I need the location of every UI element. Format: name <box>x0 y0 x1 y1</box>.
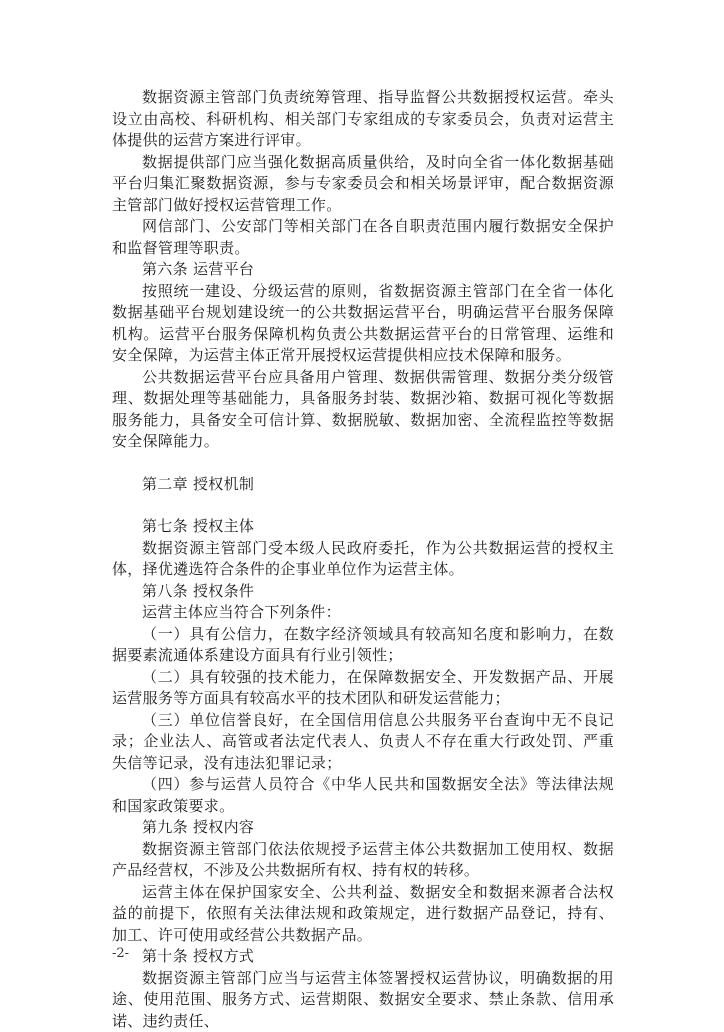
article-9-paragraph-1: 数据资源主管部门依法依规授予运营主体公共数据加工使用权、数据产品经营权，不涉及公共数据所有权、持有权的转移。 <box>112 839 614 882</box>
article-8-item-3: （三）单位信誉良好，在全国信用信息公共服务平台查询中无不良记录；企业法人、高管或者法定代表人、负责人不存在重大行政处罚、严重失信等记录，没有违法犯罪记录； <box>112 710 614 775</box>
article-9-heading: 第九条 授权内容 <box>112 817 614 839</box>
document-page <box>112 87 614 1032</box>
article-9-paragraph-2: 运营主体在保护国家安全、公共利益、数据安全和数据来源者合法权益的前提下，依照有关法律法规和政策规定，进行数据产品登记，持有、加工、许可使用或经营公共数据产品。 <box>112 882 614 947</box>
paragraph-3: 网信部门、公安部门等相关部门在各自职责范围内履行数据安全保护和监督管理等职责。 <box>112 216 614 259</box>
article-8-item-2: （二）具有较强的技术能力，在保障数据安全、开发数据产品、开展运营服务等方面具有较高水平的技术团队和研发运营能力； <box>112 667 614 710</box>
article-7-paragraph-1: 数据资源主管部门受本级人民政府委托，作为公共数据运营的授权主体，择优遴选符合条件的企事业单位作为运营主体。 <box>112 538 614 581</box>
article-7-heading: 第七条 授权主体 <box>112 516 614 538</box>
article-8-item-4: （四）参与运营人员符合《中华人民共和国数据安全法》等法律法规和国家政策要求。 <box>112 774 614 817</box>
article-6-heading: 第六条 运营平台 <box>112 259 614 281</box>
article-8-heading: 第八条 授权条件 <box>112 581 614 603</box>
article-10-heading: 第十条 授权方式 <box>112 946 614 968</box>
paragraph-2: 数据提供部门应当强化数据高质量供给，及时向全省一体化数据基础平台归集汇聚数据资源，参与专家委员会和相关场景评审，配合数据资源主管部门做好授权运营管理工作。 <box>112 152 614 217</box>
article-6-paragraph-1: 按照统一建设、分级运营的原则，省数据资源主管部门在全省一体化数据基础平台规划建设统一的公共数据运营平台，明确运营平台服务保障机构。运营平台服务保障机构负责公共数据运营平台的日常管理、运维和安全保障，为运营主体正常开展授权运营提供相应技术保障和服务。 <box>112 281 614 367</box>
article-6-paragraph-2: 公共数据运营平台应具备用户管理、数据供需管理、数据分类分级管理、数据处理等基础能力，具备服务封装、数据沙箱、数据可视化等数据服务能力，具备安全可信计算、数据脱敏、数据加密、全流程监控等数据安全保障能力。 <box>112 367 614 453</box>
chapter-2-heading: 第二章 授权机制 <box>112 474 614 496</box>
article-10-paragraph-1: 数据资源主管部门应当与运营主体签署授权运营协议，明确数据的用途、使用范围、服务方式、运营期限、数据安全要求、禁止条款、信用承诺、违约责任、 <box>112 968 614 1032</box>
paragraph-1: 数据资源主管部门负责统筹管理、指导监督公共数据授权运营。牵头设立由高校、科研机构、相关部门专家组成的专家委员会，负责对运营主体提供的运营方案进行评审。 <box>112 87 614 152</box>
article-8-paragraph-1: 运营主体应当符合下列条件： <box>112 602 614 624</box>
article-8-item-1: （一）具有公信力，在数字经济领域具有较高知名度和影响力，在数据要素流通体系建设方面具有行业引领性； <box>112 624 614 667</box>
page-number: -2- <box>112 946 129 961</box>
